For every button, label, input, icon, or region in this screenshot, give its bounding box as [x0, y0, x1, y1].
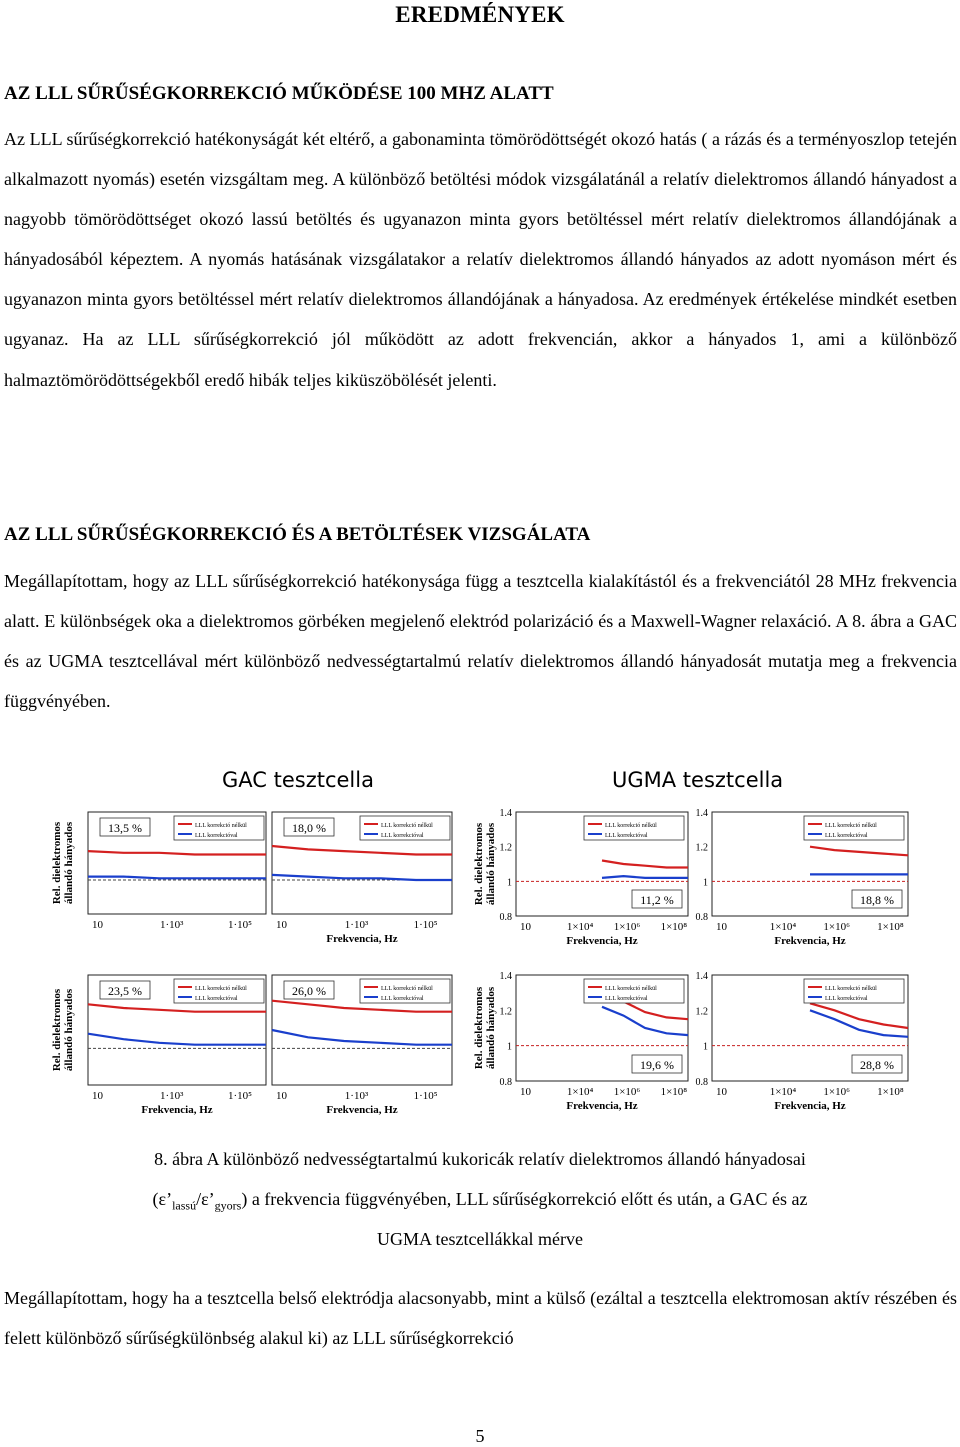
x-tick-label: 10 — [520, 1086, 531, 1098]
legend-label-1: LLL korrekció nélkül — [381, 986, 433, 992]
moisture-label: 26,0 % — [292, 984, 326, 998]
x-tick-label: 1·10⁵ — [228, 1090, 252, 1102]
x-tick-label: 1·10⁵ — [413, 919, 438, 931]
y-tick-label: 1.4 — [499, 808, 512, 819]
legend-label-2: LLL korrekcióval — [825, 833, 868, 839]
y-tick-label: 1.2 — [499, 1006, 512, 1018]
x-tick-label: 10 — [92, 919, 103, 931]
x-axis-label: Frekvencia, Hz — [326, 1104, 398, 1116]
moisture-label: 19,6 % — [640, 1058, 674, 1072]
y-tick-label: 0.8 — [499, 912, 512, 923]
page-title: EREDMÉNYEK — [395, 2, 565, 27]
chart-panel-3 — [473, 808, 688, 947]
legend-label-2: LLL korrekcióval — [381, 833, 424, 839]
y-axis-label-line1: Rel. dielektromos — [51, 821, 63, 905]
x-axis-label: Frekvencia, Hz — [774, 1100, 846, 1112]
x-axis-label: Frekvencia, Hz — [141, 1104, 213, 1116]
x-tick-label: 1·10³ — [344, 919, 369, 931]
x-tick-label: 1·10³ — [160, 919, 184, 931]
x-tick-label: 10 — [716, 921, 727, 933]
x-tick-label: 1·10³ — [344, 1090, 369, 1102]
x-tick-label: 1·10³ — [160, 1090, 184, 1102]
y-tick-label: 1 — [703, 877, 708, 889]
chart-panel-8 — [695, 971, 908, 1112]
legend-label-2: LLL korrekcióval — [825, 996, 868, 1002]
chart-panel-7 — [473, 971, 688, 1112]
section2-paragraph: Megállapítottam, hogy az LLL sűrűségkorrekció hatékonysága függ a tesztcella kialakítástól és a frekvenciától 28 MHz frekvencia alatt. E különbségek oka a dielektromos görbéken megjelenő elektród polarizáció és a Maxwell-Wagner relaxáció. A 8. ábra a GAC és az UGMA tesztcellával mért különböző nedvességtartalmú relatív dielektromos állandó hányadosát mutatja meg a frekvencia függvényében. — [4, 571, 957, 712]
section2-heading: AZ LLL SŰRŰSÉGKORREKCIÓ ÉS A BETÖLTÉSEK VIZSGÁLATA — [4, 524, 591, 545]
x-tick-label: 10 — [276, 1090, 287, 1102]
x-tick-label: 1·10⁵ — [228, 919, 252, 931]
legend-label-1: LLL korrekció nélkül — [195, 986, 247, 992]
x-tick-label: 1×10⁴ — [566, 921, 594, 933]
caption-text-c: ) a frekvencia függvényében, LLL sűrűségkorrekció előtt és után, a GAC és az — [241, 1189, 808, 1209]
moisture-label: 13,5 % — [108, 821, 142, 835]
x-axis-label: Frekvencia, Hz — [774, 935, 846, 947]
x-axis-label: Frekvencia, Hz — [566, 1100, 638, 1112]
caption-sub-gyors: gyors — [214, 1198, 242, 1213]
figure-caption-line1: 8. ábra A különböző nedvességtartalmú kukoricák relatív dielektromos állandó hányadosai — [154, 1149, 806, 1169]
figure-title-gac: GAC tesztcella — [222, 768, 374, 792]
legend-label-1: LLL korrekció nélkül — [825, 986, 877, 992]
legend-label-1: LLL korrekció nélkül — [381, 823, 433, 829]
y-tick-label: 1.2 — [695, 1006, 708, 1018]
x-tick-label: 10 — [520, 921, 531, 933]
moisture-label: 18,8 % — [860, 893, 894, 907]
y-tick-label: 1 — [507, 877, 512, 889]
x-tick-label: 10 — [276, 919, 287, 931]
y-tick-label: 0.8 — [695, 1077, 708, 1088]
x-tick-label: 1×10⁶ — [823, 1086, 850, 1098]
figure-title-ugma: UGMA tesztcella — [612, 768, 784, 792]
y-axis-label-line1: Rel. dielektromos — [473, 986, 485, 1070]
legend-label-1: LLL korrekció nélkül — [825, 823, 877, 829]
x-tick-label: 1×10⁸ — [660, 921, 688, 933]
x-tick-label: 1×10⁴ — [566, 1086, 594, 1098]
y-tick-label: 1.4 — [695, 808, 708, 819]
legend-label-2: LLL korrekcióval — [381, 996, 424, 1002]
chart-panel-4 — [695, 808, 908, 947]
x-tick-label: 1×10⁶ — [613, 1086, 641, 1098]
caption-text-b: /ε’ — [196, 1189, 215, 1209]
x-tick-label: 10 — [92, 1090, 103, 1102]
y-axis-label-line2: állandó hányados — [485, 986, 497, 1070]
chart-panel-5 — [51, 975, 266, 1116]
y-axis-label-line2: állandó hányados — [63, 821, 75, 905]
moisture-label: 18,0 % — [292, 821, 326, 835]
caption-sub-lassu: lassú — [172, 1198, 197, 1213]
x-tick-label: 1×10⁴ — [769, 1086, 797, 1098]
legend-label-2: LLL korrekcióval — [605, 833, 648, 839]
caption-text-a: (ε’ — [152, 1189, 173, 1209]
moisture-label: 11,2 % — [640, 893, 674, 907]
y-axis-label-line1: Rel. dielektromos — [473, 822, 485, 906]
x-tick-label: 1×10⁶ — [823, 921, 850, 933]
final-paragraph: Megállapítottam, hogy ha a tesztcella belső elektródja alacsonyabb, mint a külső (ezáltal a tesztcella elektromosan aktív részében és felett különböző sűrűségkülönbség alakul ki) az LLL sűrűségkorrekció — [4, 1288, 957, 1349]
legend-label-2: LLL korrekcióval — [195, 996, 238, 1002]
x-tick-label: 1×10⁸ — [660, 1086, 688, 1098]
section1-paragraph: Az LLL sűrűségkorrekció hatékonyságát két eltérő, a gabonaminta tömörödöttségét okozó hatás ( a rázás és a terményoszlop tetején alkalmazott nyomás) esetén vizsgáltam meg. A különböző betöltési módok vizsgálatánál a relatív dielektromos állandó hányadost a nagyobb tömörödöttséget okozó lassú betöltés és ugyanazon minta gyors betöltéssel mért relatív dielektromos állandójának a hányadosából képeztem. A nyomás hatásának vizsgálatakor a relatív dielektromos állandó hányados az adott nyomáson mért és ugyanazon minta gyors betöltéssel mért relatív dielektromos állandójának a hányadosa. Az eredmények értékelése mindkét esetben ugyanaz. Ha az LLL sűrűségkorrekció jól működött az adott frekvencián, akkor a hányados 1, ami a különböző halmaztömörödöttségekből eredő hibák teljes kiküszöbölését jelenti. — [4, 129, 957, 390]
legend-label-1: LLL korrekció nélkül — [605, 823, 657, 829]
legend-label-2: LLL korrekcióval — [195, 833, 238, 839]
y-tick-label: 1.2 — [695, 842, 708, 854]
y-tick-label: 1.4 — [499, 971, 512, 982]
y-tick-label: 1.4 — [695, 971, 708, 982]
y-axis-label-line1: Rel. dielektromos — [51, 988, 63, 1072]
chart-panel-6 — [272, 975, 452, 1116]
x-tick-label: 1×10⁴ — [769, 921, 797, 933]
y-tick-label: 0.8 — [499, 1077, 512, 1088]
y-axis-label-line2: állandó hányados — [485, 822, 497, 906]
y-tick-label: 1 — [703, 1041, 708, 1053]
x-axis-label: Frekvencia, Hz — [566, 935, 638, 947]
y-tick-label: 1.2 — [499, 842, 512, 854]
page-number: 5 — [475, 1426, 485, 1446]
y-axis-label-line2: állandó hányados — [63, 988, 75, 1072]
legend-label-2: LLL korrekcióval — [605, 996, 648, 1002]
chart-panel-2 — [272, 812, 452, 945]
section1-heading: AZ LLL SŰRŰSÉGKORREKCIÓ MŰKÖDÉSE 100 MHZ ALATT — [4, 83, 554, 104]
x-tick-label: 1×10⁸ — [877, 921, 904, 933]
moisture-label: 28,8 % — [860, 1058, 894, 1072]
x-tick-label: 1·10⁵ — [413, 1090, 438, 1102]
legend-label-1: LLL korrekció nélkül — [605, 986, 657, 992]
y-tick-label: 0.8 — [695, 912, 708, 923]
figure-caption-line3: UGMA tesztcellákkal mérve — [377, 1229, 583, 1249]
x-axis-label: Frekvencia, Hz — [326, 933, 398, 945]
x-tick-label: 1×10⁶ — [613, 921, 641, 933]
moisture-label: 23,5 % — [108, 984, 142, 998]
chart-panel-1 — [51, 812, 266, 931]
x-tick-label: 10 — [716, 1086, 727, 1098]
y-tick-label: 1 — [507, 1041, 512, 1053]
x-tick-label: 1×10⁸ — [877, 1086, 904, 1098]
legend-label-1: LLL korrekció nélkül — [195, 823, 247, 829]
